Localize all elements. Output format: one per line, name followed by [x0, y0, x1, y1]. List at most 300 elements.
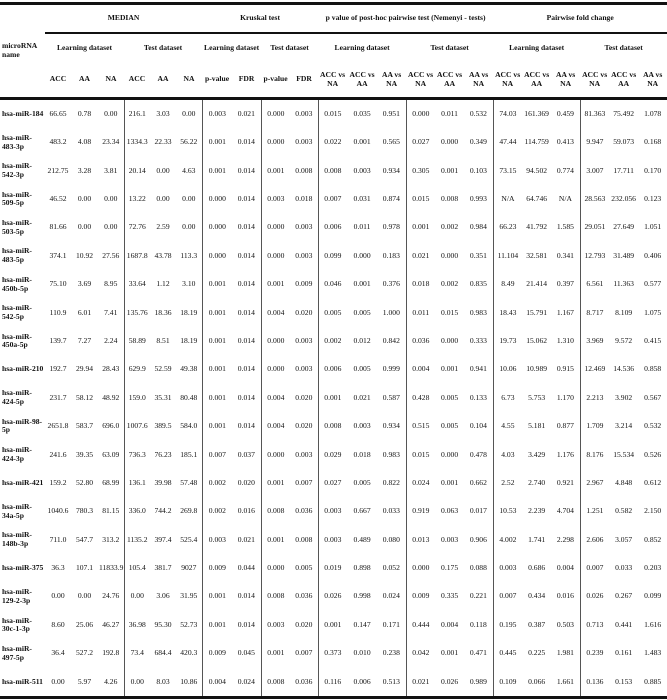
table-cell: 8.60	[51, 619, 65, 629]
table-cell: 780.3	[75, 506, 94, 516]
table-cell: 0.001	[261, 270, 290, 298]
microrna-name: hsa-miR-421	[2, 477, 44, 487]
table-cell: 75.492	[613, 108, 635, 118]
column-header: ACC	[49, 74, 67, 84]
table-cell: 0.104	[469, 421, 487, 431]
table-cell: 0.007	[202, 441, 232, 469]
table-cell: 8.176	[580, 441, 609, 469]
table-cell: 0.000	[261, 356, 290, 384]
table-cell: 0.898	[353, 563, 371, 573]
table-cell: 0.434	[528, 591, 546, 601]
table-cell: 744.2	[154, 506, 172, 516]
column-header: ACC vs AA	[524, 70, 550, 88]
table-cell: 0.001	[318, 611, 347, 639]
table-cell: 0.004	[441, 619, 459, 629]
table-cell: 1.075	[644, 307, 662, 317]
table-cell: 0.008	[261, 497, 290, 525]
table-cell: 0.667	[353, 506, 371, 516]
table-cell: 0.003	[441, 534, 459, 544]
table-cell: 374.1	[49, 250, 67, 260]
table-cell: 0.007	[295, 648, 313, 658]
table-cell: 0.000	[261, 327, 290, 355]
table-cell: 0.004	[261, 384, 290, 412]
table-cell: 0.885	[644, 676, 662, 686]
table-cell: 135.76	[124, 299, 150, 327]
table-cell: 0.033	[615, 563, 633, 573]
table-cell: 0.349	[469, 137, 487, 147]
table-cell: 0.387	[528, 619, 546, 629]
table-cell: 0.00	[182, 194, 196, 203]
table-cell: 161.369	[524, 108, 549, 118]
microrna-name: hsa-miR-450a-5p	[2, 331, 32, 350]
table-cell: 8.109	[615, 307, 633, 317]
table-cell: 0.003	[318, 497, 347, 525]
table-cell: 0.406	[644, 250, 662, 260]
table-cell: 0.993	[469, 194, 487, 203]
table-cell: 3.28	[77, 165, 92, 175]
table-cell: 9027	[181, 563, 197, 573]
table-cell: 10.989	[526, 364, 548, 374]
table-cell: 39.98	[154, 477, 172, 487]
table-cell: 0.239	[580, 639, 609, 667]
table-cell: 0.020	[237, 477, 255, 487]
table-cell: 2.213	[580, 384, 609, 412]
table-cell: 0.099	[644, 591, 662, 601]
table-cell: 46.27	[102, 619, 120, 629]
table-cell: 0.161	[615, 648, 633, 658]
table-cell: 527.2	[75, 648, 94, 658]
table-cell: 0.009	[202, 639, 232, 667]
table-cell: 8.95	[104, 279, 118, 289]
table-cell: 0.941	[469, 364, 487, 374]
table-cell: 0.00	[124, 668, 150, 698]
microrna-name: hsa-miR-424-5p	[2, 388, 32, 407]
table-cell: 0.003	[295, 222, 313, 232]
table-cell: 0.001	[202, 157, 232, 185]
table-cell: 0.004	[406, 356, 435, 384]
table-cell: 0.024	[406, 469, 435, 497]
table-cell: 11833.9	[99, 563, 124, 573]
table-cell: 0.001	[202, 270, 232, 298]
table-cell: 0.001	[202, 327, 232, 355]
table-cell: 0.088	[469, 563, 487, 573]
table-cell: 43.78	[154, 250, 172, 260]
table-cell: 1007.6	[124, 412, 150, 440]
microrna-name: hsa-miR-98-5p	[2, 416, 43, 435]
group-kruskal: Kruskal test	[202, 4, 318, 33]
table-cell: 0.046	[318, 270, 347, 298]
table-cell: 9.947	[580, 128, 609, 156]
table-cell: 15.062	[526, 335, 548, 345]
table-cell: 0.007	[493, 583, 522, 611]
table-cell: 0.014	[237, 194, 255, 203]
table-cell: 0.015	[318, 99, 347, 129]
table-cell: 0.005	[353, 307, 371, 317]
table-cell: 8.03	[156, 676, 170, 686]
table-cell: 0.003	[202, 526, 232, 554]
table-cell: 0.002	[202, 469, 232, 497]
table-cell: 0.919	[406, 497, 435, 525]
table-cell: 0.036	[295, 676, 313, 686]
table-cell: 46.52	[49, 194, 67, 203]
table-cell: 0.014	[237, 335, 255, 345]
table-cell: 27.56	[102, 250, 120, 260]
table-cell: 0.002	[441, 222, 459, 232]
table-cell: 13.22	[124, 185, 150, 213]
table-cell: 0.011	[406, 299, 435, 327]
table-cell: 0.010	[353, 648, 371, 658]
column-header: p-value	[205, 74, 230, 84]
table-cell: 0.123	[644, 194, 662, 203]
table-cell: 3.902	[615, 392, 633, 402]
table-cell: 0.008	[295, 165, 313, 175]
table-cell: 33.64	[124, 270, 150, 298]
table-cell: 7.41	[104, 307, 118, 317]
table-cell: 0.026	[580, 583, 609, 611]
column-header: ACC vs AA	[349, 70, 375, 88]
table-cell: 1687.8	[124, 242, 150, 270]
table-cell: 0.341	[556, 250, 574, 260]
table-cell: 0.014	[237, 222, 255, 232]
table-cell: 0.921	[556, 477, 574, 487]
table-cell: 0.978	[382, 222, 400, 232]
table-cell: 27.649	[613, 222, 635, 232]
table-cell: 159.2	[49, 477, 67, 487]
microrna-name: hsa-miR-30c-1-3p	[2, 615, 32, 634]
column-header: AA vs NA	[556, 70, 576, 88]
table-cell: 0.000	[261, 99, 290, 129]
table-cell: 0.021	[406, 242, 435, 270]
table-cell: 0.305	[406, 157, 435, 185]
table-cell: 95.30	[154, 619, 172, 629]
table-cell: 24.76	[102, 591, 120, 601]
table-cell: 0.774	[556, 165, 574, 175]
table-cell: 3.429	[528, 449, 546, 459]
table-cell: 0.515	[406, 412, 435, 440]
column-header: p-value	[263, 74, 288, 84]
table-row	[0, 185, 667, 213]
table-cell: 0.027	[318, 469, 347, 497]
table-cell: 47.44	[493, 128, 522, 156]
table-cell: 1.661	[556, 676, 574, 686]
table-cell: 0.006	[318, 214, 347, 242]
table-cell: 32.581	[526, 250, 548, 260]
table-row	[0, 128, 667, 156]
column-header: ACC vs NA	[582, 70, 608, 88]
table-cell: 1.981	[556, 648, 574, 658]
microrna-name: hsa-miR-542-5p	[2, 303, 32, 321]
table-cell: 48.92	[102, 392, 120, 402]
table-cell: 49.38	[180, 364, 198, 374]
column-header: AA vs NA	[643, 70, 663, 88]
table-cell: 4.63	[182, 165, 196, 175]
table-cell: 94.502	[526, 165, 548, 175]
microrna-name: hsa-miR-450b-5p	[2, 274, 32, 293]
table-cell: 0.037	[237, 449, 255, 459]
table-cell: 0.009	[202, 554, 232, 582]
table-cell: 0.999	[382, 364, 400, 374]
microrna-name: hsa-miR-542-3p	[2, 161, 32, 179]
table-cell: 0.036	[295, 591, 313, 601]
table-cell: 0.471	[469, 648, 487, 658]
table-cell: 6.01	[77, 307, 92, 317]
table-cell: 0.003	[295, 108, 313, 118]
table-cell: 2.24	[104, 335, 118, 345]
table-cell: 0.00	[104, 222, 118, 232]
table-cell: 1.709	[580, 412, 609, 440]
table-cell: 36.4	[51, 648, 65, 658]
table-cell: 0.713	[580, 611, 609, 639]
table-cell: 0.031	[353, 194, 371, 203]
table-cell: 36.98	[124, 611, 150, 639]
table-row	[0, 157, 667, 185]
table-cell: 0.153	[615, 676, 633, 686]
table-cell: 0.001	[202, 384, 232, 412]
table-cell: 0.001	[441, 477, 459, 487]
microrna-name: hsa-miR-503-5p	[2, 218, 32, 236]
table-cell: 0.006	[318, 356, 347, 384]
table-cell: 0.004	[261, 412, 290, 440]
table-cell: 0.582	[615, 506, 633, 516]
table-cell: 0.001	[318, 384, 347, 412]
column-header: AA	[157, 74, 169, 84]
table-cell: 0.221	[469, 591, 487, 601]
table-cell: 1.12	[156, 279, 170, 289]
table-cell: 0.021	[353, 392, 371, 402]
table-cell: 0.000	[441, 335, 459, 345]
table-cell: 336.0	[124, 497, 150, 525]
nemenyi-learning: Learning dataset	[334, 42, 390, 52]
table-cell: 64.746	[526, 194, 548, 203]
table-cell: N/A	[493, 185, 522, 213]
table-cell: 81.15	[102, 506, 120, 516]
column-header: FDR	[238, 74, 255, 84]
table-cell: 0.026	[318, 583, 347, 611]
table-cell: 2.150	[644, 506, 662, 516]
table-cell: 0.001	[261, 639, 290, 667]
table-cell: 10.86	[180, 676, 198, 686]
table-cell: 72.76	[124, 214, 150, 242]
table-cell: 6.73	[493, 384, 522, 412]
table-cell: 0.195	[493, 611, 522, 639]
table-cell: 12.793	[580, 242, 609, 270]
table-cell: 75.10	[49, 279, 67, 289]
table-cell: 0.004	[202, 668, 232, 698]
table-cell: 1.251	[580, 497, 609, 525]
table-cell: 1040.6	[47, 506, 69, 516]
table-cell: 0.906	[469, 534, 487, 544]
table-cell: 74.03	[493, 99, 522, 129]
table-cell: 0.066	[528, 676, 546, 686]
table-cell: 105.4	[124, 554, 150, 582]
table-cell: 192.7	[49, 364, 67, 374]
table-cell: 0.000	[441, 137, 459, 147]
table-cell: 420.3	[180, 648, 198, 658]
table-cell: 6.561	[580, 270, 609, 298]
table-cell: 0.007	[318, 185, 347, 213]
table-cell: 684.4	[154, 648, 172, 658]
table-cell: 0.00	[77, 194, 92, 203]
table-cell: 2.606	[580, 526, 609, 554]
table-cell: 629.9	[124, 356, 150, 384]
table-cell: 0.029	[318, 441, 347, 469]
table-cell: 1.616	[644, 619, 662, 629]
table-cell: 0.373	[318, 639, 347, 667]
table-cell: 136.1	[124, 469, 150, 497]
column-header: ACC vs NA	[320, 70, 346, 88]
table-cell: 736.3	[124, 441, 150, 469]
microrna-name: hsa-miR-483-5p	[2, 246, 32, 265]
table-cell: 52.80	[75, 477, 94, 487]
table-row	[0, 327, 667, 355]
table-cell: 68.99	[102, 477, 120, 487]
table-cell: 0.532	[469, 108, 487, 118]
table-cell: 0.00	[156, 165, 170, 175]
table-cell: 0.021	[406, 668, 435, 698]
table-cell: 0.532	[644, 421, 662, 431]
table-cell: 0.000	[261, 441, 290, 469]
table-cell: 0.024	[382, 591, 400, 601]
table-cell: 0.014	[237, 165, 255, 175]
table-cell: 0.008	[441, 194, 459, 203]
table-cell: 57.48	[180, 477, 198, 487]
col-header-name: microRNA name	[2, 41, 37, 59]
table-cell: 3.214	[615, 421, 633, 431]
table-cell: 0.015	[441, 307, 459, 317]
table-cell: 18.43	[493, 299, 522, 327]
table-row	[0, 99, 667, 129]
table-cell: 0.000	[261, 214, 290, 242]
table-cell: 0.415	[644, 335, 662, 345]
column-header: ACC vs NA	[408, 70, 434, 88]
table-cell: 0.003	[202, 99, 232, 129]
table-cell: 0.014	[237, 591, 255, 601]
table-cell: 8.51	[156, 335, 170, 345]
table-body	[0, 99, 667, 698]
table-cell: 1334.3	[124, 128, 150, 156]
table-cell: 0.000	[406, 554, 435, 582]
table-cell: 1.170	[556, 392, 574, 402]
table-cell: 39.35	[75, 449, 94, 459]
table-cell: 0.000	[441, 250, 459, 260]
table-cell: 0.441	[615, 619, 633, 629]
table-cell: 0.78	[77, 108, 92, 118]
group-nemenyi: p value of post-hoc pairwise test (Nemenyi - tests)	[318, 4, 493, 33]
table-cell: 0.007	[580, 554, 609, 582]
table-cell: 11.104	[493, 242, 522, 270]
table-cell: 22.33	[154, 137, 172, 147]
table-cell: 0.662	[469, 477, 487, 487]
table-cell: 0.063	[441, 506, 459, 516]
column-header: ACC vs AA	[437, 70, 463, 88]
table-cell: 0.444	[406, 611, 435, 639]
table-cell: 0.016	[237, 506, 255, 516]
table-cell: 18.36	[154, 307, 172, 317]
table-cell: 5.753	[528, 392, 546, 402]
kruskal-learning: Learning dataset	[204, 42, 260, 52]
table-cell: 0.00	[156, 194, 170, 203]
table-cell: 81.363	[580, 99, 609, 129]
table-cell: 10.92	[75, 250, 94, 260]
table-cell: N/A	[558, 194, 572, 203]
table-cell: 5.97	[77, 676, 92, 686]
table-cell: 2.967	[580, 469, 609, 497]
table-cell: 0.024	[237, 676, 255, 686]
median-learning: Learning dataset	[56, 42, 113, 52]
table-cell: 4.704	[556, 506, 574, 516]
table-cell: 0.000	[441, 449, 459, 459]
table-cell: 3.03	[156, 108, 170, 118]
table-cell: 0.020	[295, 421, 313, 431]
table-cell: 18.19	[180, 307, 198, 317]
table-cell: 0.000	[202, 242, 232, 270]
table-cell: 0.001	[353, 279, 371, 289]
table-cell: 0.983	[382, 449, 400, 459]
column-header: AA	[79, 74, 90, 84]
table-cell: 0.008	[261, 583, 290, 611]
table-cell: 23.34	[102, 137, 120, 147]
table-cell: 0.002	[318, 327, 347, 355]
table-cell: 0.00	[182, 108, 196, 118]
table-cell: 0.147	[353, 619, 371, 629]
table-header	[0, 4, 667, 99]
table-cell: 17.711	[613, 165, 634, 175]
group-fold-change: Pairwise fold change	[493, 4, 667, 33]
table-cell: 0.014	[237, 137, 255, 147]
table-cell: 0.686	[528, 563, 546, 573]
table-cell: 0.000	[261, 128, 290, 156]
table-cell: 0.934	[382, 421, 400, 431]
table-cell: 4.848	[615, 477, 633, 487]
table-cell: 1.483	[644, 648, 662, 658]
table-cell: 0.835	[469, 279, 487, 289]
table-cell: 0.014	[237, 279, 255, 289]
table-cell: 0.397	[556, 279, 574, 289]
table-cell: 0.035	[353, 108, 371, 118]
table-cell: 0.001	[202, 412, 232, 440]
table-cell: 0.001	[202, 583, 232, 611]
microrna-name: hsa-miR-375	[2, 563, 44, 573]
table-cell: 28.43	[102, 364, 120, 374]
table-cell: 81.66	[49, 222, 67, 232]
table-cell: 0.000	[202, 214, 232, 242]
table-cell: 1.585	[556, 222, 574, 232]
table-cell: 0.007	[295, 477, 313, 487]
table-cell: 25.06	[75, 619, 94, 629]
table-cell: 80.48	[180, 392, 198, 402]
fold-learning: Learning dataset	[509, 42, 565, 52]
table-cell: 397.4	[154, 534, 172, 544]
table-cell: 216.1	[124, 99, 150, 129]
table-cell: 0.021	[237, 108, 255, 118]
table-cell: 0.009	[295, 279, 313, 289]
median-test: Test dataset	[143, 42, 183, 52]
table-cell: 0.001	[261, 157, 290, 185]
table-cell: 4.55	[493, 412, 522, 440]
table-cell: 0.036	[406, 327, 435, 355]
table-cell: 1.167	[556, 307, 574, 317]
table-cell: 0.00	[51, 591, 65, 601]
table-cell: 1.310	[556, 335, 574, 345]
table-cell: 0.998	[353, 591, 371, 601]
table-cell: 0.014	[237, 307, 255, 317]
table-cell: 0.567	[644, 392, 662, 402]
table-cell: 0.852	[644, 534, 662, 544]
table-cell: 584.0	[180, 421, 198, 431]
table-cell: 0.014	[237, 421, 255, 431]
table-cell: 0.00	[77, 222, 92, 232]
group-median: MEDIAN	[45, 4, 202, 33]
